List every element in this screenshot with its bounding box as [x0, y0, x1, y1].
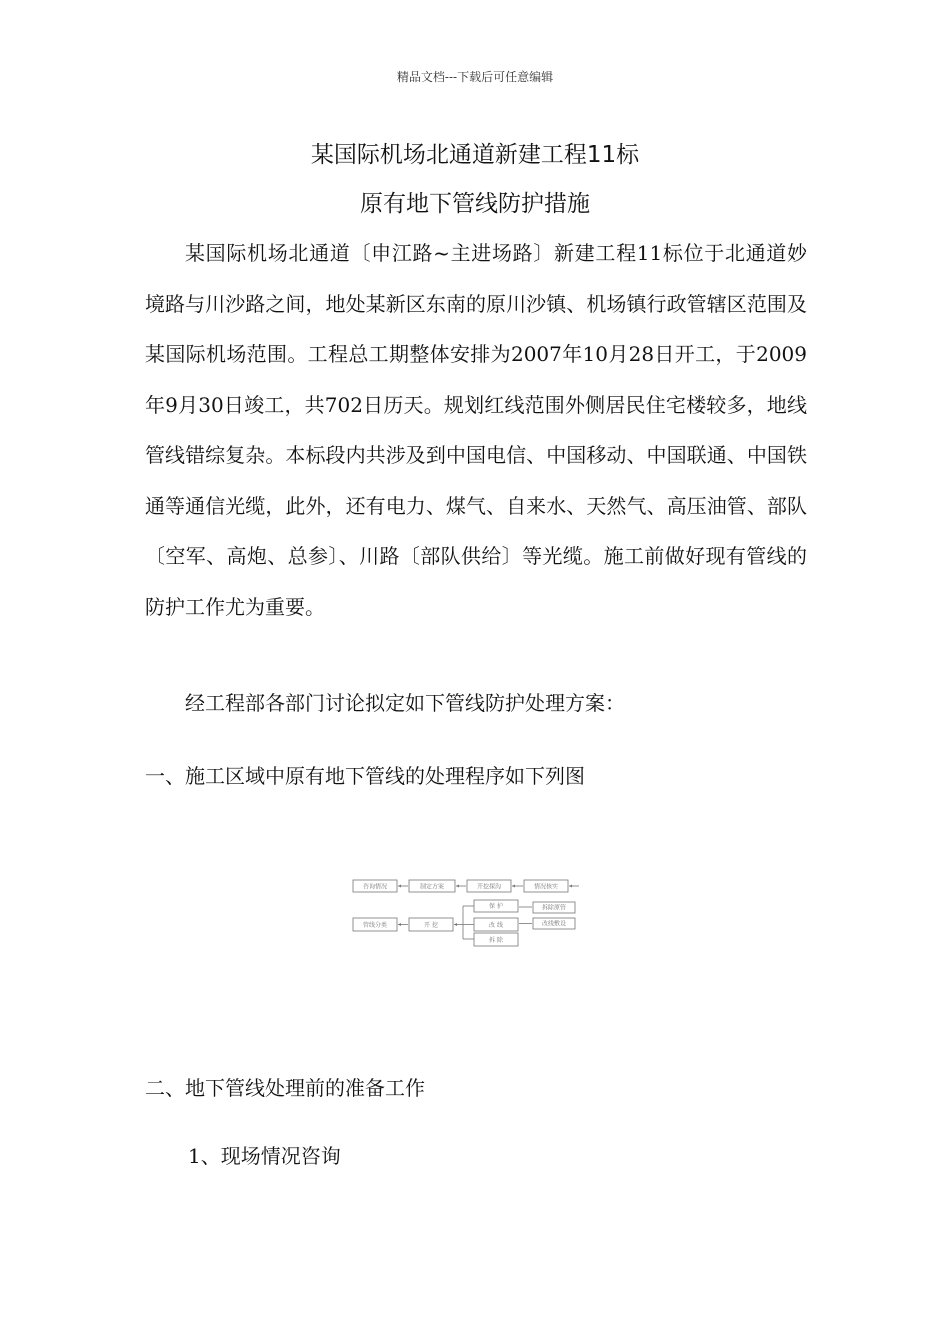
section-heading-2: 二、地下管线处理前的准备工作	[145, 1076, 425, 1100]
subsection-heading-1: 1、现场情况咨询	[188, 1144, 341, 1168]
flow-label-classify: 管线分类	[362, 922, 388, 929]
intro-paragraph: 某国际机场北通道〔申江路~主进场路〕新建工程11标位于北通道妙境路与川沙路之间，地处某新区东南的原川沙镇、机场镇行政管辖区范围及某国际机场范围。工程总工期整体安排为2007年10月28日开工，于2009年9月30日竣工，共702日历天。规划红线范围外侧居民住宅楼较多，地线管线错综复杂。本标段内共涉及到中国电信、中国移动、中国联通、中国铁通等通信光缆，此外，还有电力、煤气、自来水、天然气、高压油管、部队〔空军、高炮、总参〕、川路〔部队供给〕等光缆。施工前做好现有管线的防护工作尤为重要。	[145, 241, 807, 619]
flowchart-svg	[350, 872, 586, 952]
flow-label-verify: 情况核实	[533, 883, 559, 891]
flow-label-trench: 开挖探沟	[476, 883, 502, 891]
document-title-line-1: 某国际机场北通道新建工程11标	[310, 142, 640, 168]
plan-intro-paragraph: 经工程部各部门讨论拟定如下管线防护处理方案：	[185, 691, 625, 715]
flow-label-protect: 保 护	[489, 903, 503, 910]
flow-label-remove: 拆 除	[489, 937, 503, 944]
flow-label-reroute: 改 线	[489, 922, 503, 929]
flow-label-excavate: 开 挖	[424, 922, 438, 929]
flow-label-reroute-lay: 改线敷设	[541, 920, 567, 928]
flow-label-plan: 制定方案	[419, 883, 445, 891]
flow-label-remove-original: 拆除原管	[541, 904, 567, 912]
section-heading-1: 一、施工区域中原有地下管线的处理程序如下列图	[145, 764, 585, 788]
document-title-line-2: 原有地下管线防护措施	[360, 191, 590, 217]
pipeline-process-flowchart	[350, 872, 586, 952]
page-header: 精品文档---下载后可任意编辑	[396, 70, 554, 84]
flow-label-consult: 咨询情况	[362, 883, 388, 891]
